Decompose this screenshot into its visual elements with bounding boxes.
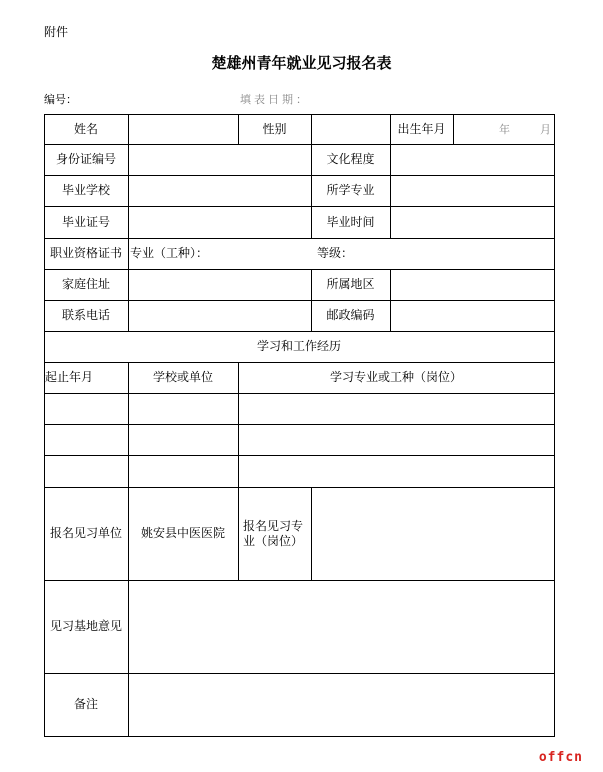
birth-year-hint: 年	[499, 122, 510, 136]
major-field[interactable]	[390, 175, 554, 206]
trade-label: 专业（工种）：	[130, 246, 209, 260]
base-opinion-label: 见习基地意见	[49, 619, 122, 633]
experience-org-cell[interactable]	[128, 424, 238, 455]
experience-period-cell[interactable]	[44, 393, 128, 424]
remarks-field[interactable]	[128, 673, 554, 736]
organization-column-header: 学校或单位	[152, 370, 213, 384]
certificate-field[interactable]	[128, 206, 311, 238]
gender-label: 性别	[262, 121, 287, 136]
certificate-label: 毕业证号	[61, 214, 110, 229]
experience-org-cell[interactable]	[128, 455, 238, 487]
gender-field[interactable]	[311, 114, 390, 144]
name-field[interactable]	[128, 114, 238, 144]
birth-label: 出生年月	[397, 121, 446, 136]
phone-label: 联系电话	[61, 308, 110, 322]
id-number-label: 身份证编号	[55, 152, 116, 166]
internship-unit-label: 报名见习单位	[49, 526, 122, 540]
grade-label: 等级：	[317, 246, 354, 260]
fill-date-label: 填表日期：	[240, 93, 310, 106]
experience-major-cell[interactable]	[238, 455, 554, 487]
postcode-label: 邮政编码	[326, 308, 375, 322]
education-label: 文化程度	[326, 152, 375, 166]
graduation-time-label: 毕业时间	[326, 214, 375, 229]
form-title: 楚雄州青年就业见习报名表	[211, 54, 392, 72]
address-label: 家庭住址	[61, 277, 110, 291]
remarks-label: 备注	[73, 697, 98, 711]
birth-month-hint: 月	[540, 122, 551, 136]
experience-section-title: 学习和工作经历	[256, 339, 341, 353]
experience-period-cell[interactable]	[44, 455, 128, 487]
school-label: 毕业学校	[61, 183, 110, 197]
region-label: 所属地区	[326, 277, 375, 291]
experience-major-cell[interactable]	[238, 424, 554, 455]
experience-period-cell[interactable]	[44, 424, 128, 455]
attachment-label: 附件	[44, 25, 69, 39]
id-number-field[interactable]	[128, 144, 311, 175]
internship-position-label: 报名见习专业（岗位）	[243, 518, 304, 548]
major-label: 所学专业	[326, 183, 375, 197]
major-position-column-header: 学习专业或工种（岗位）	[329, 370, 462, 384]
period-column-header: 起止年月	[45, 370, 94, 384]
offcn-watermark: offcn	[538, 750, 583, 765]
graduation-time-field[interactable]	[390, 206, 554, 238]
school-field[interactable]	[128, 175, 311, 206]
birth-field[interactable]	[453, 114, 554, 144]
address-field[interactable]	[128, 269, 311, 300]
postcode-field[interactable]	[390, 300, 554, 331]
experience-org-cell[interactable]	[128, 393, 238, 424]
qualification-label: 职业资格证书	[49, 246, 122, 260]
serial-number-label: 编号：	[44, 93, 77, 106]
name-label: 姓名	[73, 121, 98, 136]
internship-unit-value: 姚安县中医医院	[140, 526, 225, 540]
phone-field[interactable]	[128, 300, 311, 331]
experience-major-cell[interactable]	[238, 393, 554, 424]
region-field[interactable]	[390, 269, 554, 300]
education-field[interactable]	[390, 144, 554, 175]
base-opinion-field[interactable]	[128, 580, 554, 673]
internship-position-field[interactable]	[311, 487, 554, 580]
